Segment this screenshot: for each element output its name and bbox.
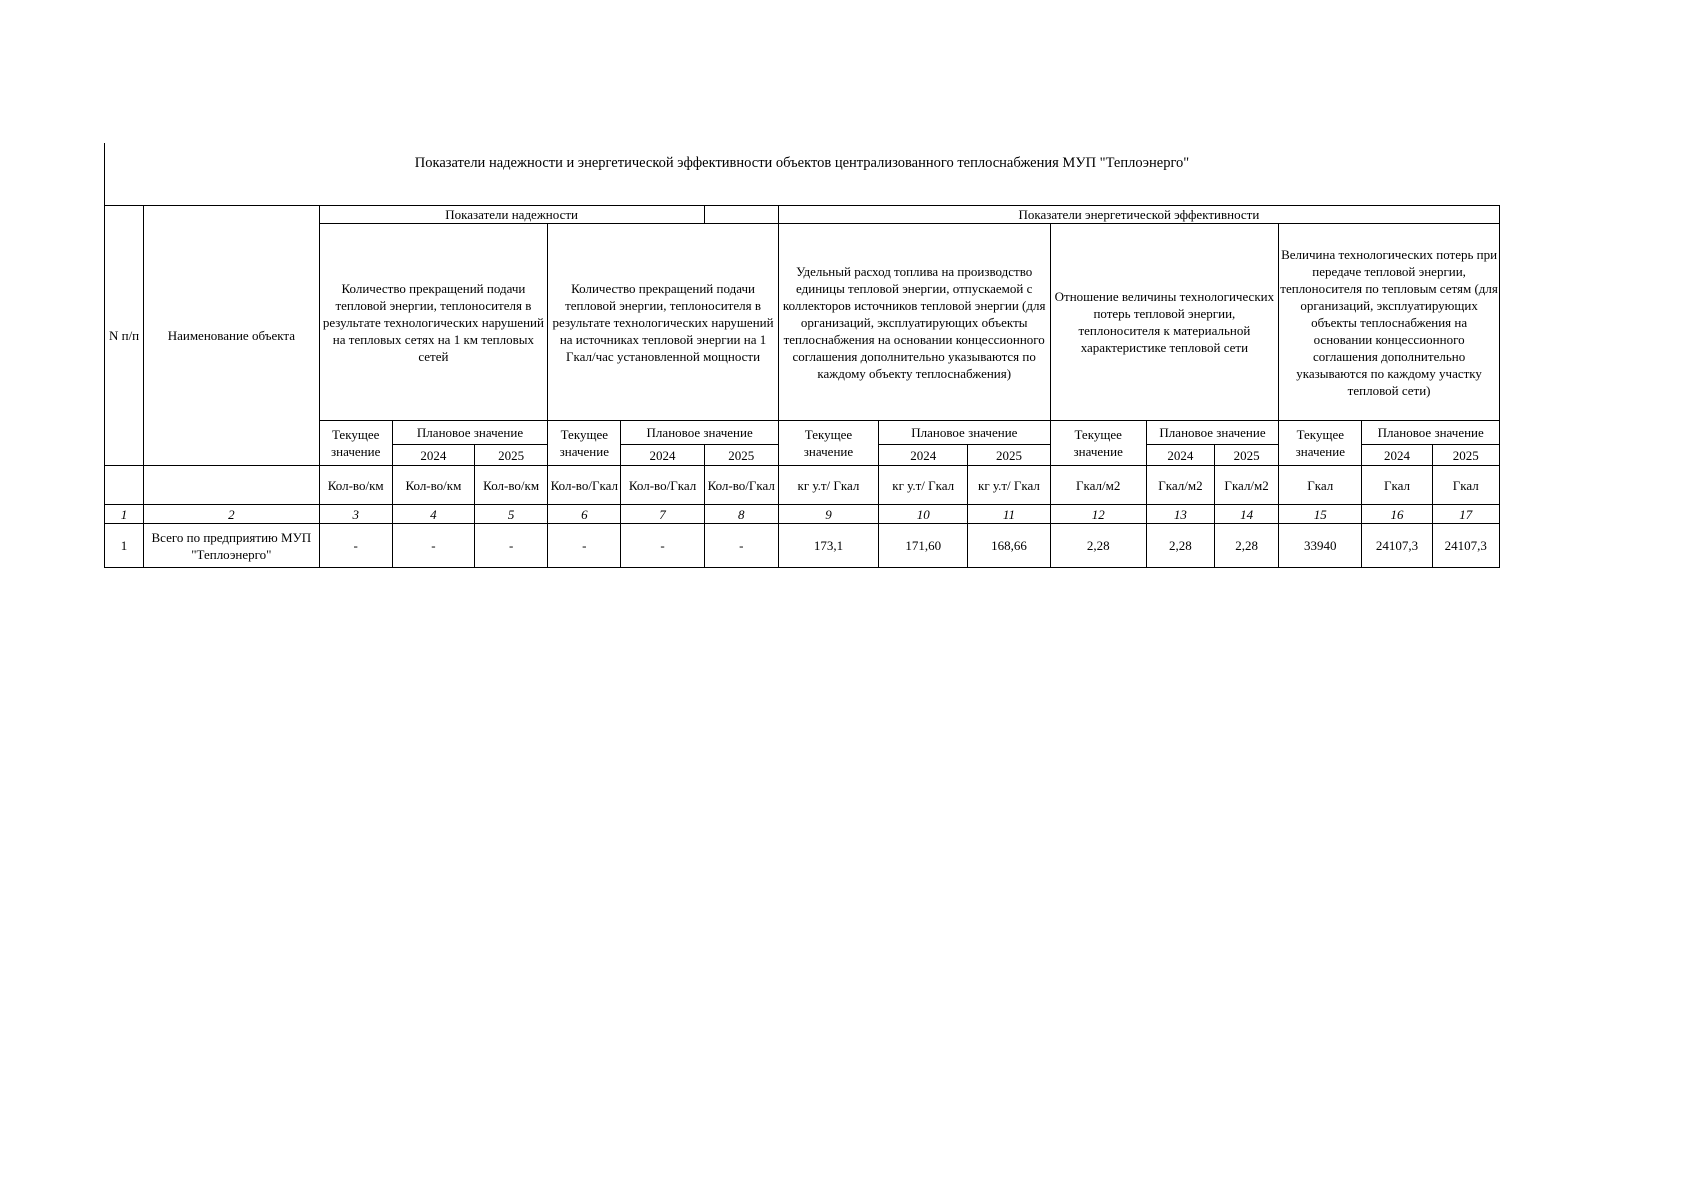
header-indicator-fuel-consumption: Удельный расход топлива на производство единицы тепловой энергии, отпускаемой с коллекторов источников тепловой энергии (для организаций, эксплуатирующих объекты теплоснабжения на основании концессионного соглашения дополнительно указываются по каждому объекту теплоснабжения) bbox=[778, 224, 1050, 421]
row-value: 2,28 bbox=[1050, 524, 1146, 568]
header-current-value: Текущее значение bbox=[1050, 421, 1146, 466]
header-year-2025: 2025 bbox=[704, 445, 778, 466]
header-year-2025: 2025 bbox=[1432, 445, 1499, 466]
column-number: 10 bbox=[879, 505, 968, 524]
group-energy-efficiency: Показатели энергетической эффективности bbox=[778, 206, 1499, 224]
unit-cell: Кол-во/Гкал bbox=[548, 466, 621, 505]
row-number: 1 bbox=[105, 524, 144, 568]
document-title: Показатели надежности и энергетической эффективности объектов централизованного теплоснабжения МУП "Теплоэнерго" bbox=[414, 155, 1190, 171]
unit-cell: кг у.т/ Гкал bbox=[968, 466, 1050, 505]
header-year-2024: 2024 bbox=[621, 445, 704, 466]
unit-cell: Кол-во/Гкал bbox=[621, 466, 704, 505]
header-year-2024: 2024 bbox=[392, 445, 474, 466]
header-planned-value: Плановое значение bbox=[879, 421, 1050, 445]
row-value: 24107,3 bbox=[1362, 524, 1432, 568]
header-current-value: Текущее значение bbox=[778, 421, 878, 466]
column-number: 6 bbox=[548, 505, 621, 524]
header-current-value: Текущее значение bbox=[548, 421, 621, 466]
unit-cell: Кол-во/км bbox=[475, 466, 548, 505]
row-value: 171,60 bbox=[879, 524, 968, 568]
row-value: - bbox=[621, 524, 704, 568]
column-number: 16 bbox=[1362, 505, 1432, 524]
unit-cell: кг у.т/ Гкал bbox=[778, 466, 878, 505]
row-value: 168,66 bbox=[968, 524, 1050, 568]
row-value: - bbox=[392, 524, 474, 568]
column-numbers-row bbox=[105, 505, 1500, 524]
unit-cell: Кол-во/км bbox=[319, 466, 392, 505]
unit-cell: Гкал bbox=[1279, 466, 1362, 505]
indicators-table bbox=[104, 205, 1500, 568]
column-number: 14 bbox=[1215, 505, 1279, 524]
header-num: N п/п bbox=[105, 206, 144, 466]
column-number: 1 bbox=[105, 505, 144, 524]
table-row bbox=[105, 524, 1500, 568]
header-indicator-network-interruptions: Количество прекращений подачи тепловой энергии, теплоносителя в результате технологических нарушений на тепловых сетях на 1 км тепловых сетей bbox=[319, 224, 548, 421]
unit-cell-empty bbox=[105, 466, 144, 505]
row-value: - bbox=[475, 524, 548, 568]
unit-cell: Гкал/м2 bbox=[1215, 466, 1279, 505]
header-year-2024: 2024 bbox=[1362, 445, 1432, 466]
column-number: 11 bbox=[968, 505, 1050, 524]
header-current-value: Текущее значение bbox=[1279, 421, 1362, 466]
row-value: - bbox=[704, 524, 778, 568]
left-border-line bbox=[104, 143, 105, 205]
column-number: 17 bbox=[1432, 505, 1499, 524]
column-number: 15 bbox=[1279, 505, 1362, 524]
unit-cell: Кол-во/км bbox=[392, 466, 474, 505]
column-number: 13 bbox=[1146, 505, 1214, 524]
column-number: 3 bbox=[319, 505, 392, 524]
group-reliability: Показатели надежности bbox=[319, 206, 704, 224]
unit-cell: Гкал bbox=[1432, 466, 1499, 505]
header-planned-value: Плановое значение bbox=[1146, 421, 1278, 445]
header-year-2025: 2025 bbox=[475, 445, 548, 466]
row-value: 33940 bbox=[1279, 524, 1362, 568]
row-value: - bbox=[319, 524, 392, 568]
row-value: - bbox=[548, 524, 621, 568]
column-number: 8 bbox=[704, 505, 778, 524]
unit-cell: кг у.т/ Гкал bbox=[879, 466, 968, 505]
row-value: 173,1 bbox=[778, 524, 878, 568]
header-year-2025: 2025 bbox=[968, 445, 1050, 466]
header-planned-value: Плановое значение bbox=[1362, 421, 1500, 445]
header-year-2024: 2024 bbox=[1146, 445, 1214, 466]
column-number: 7 bbox=[621, 505, 704, 524]
unit-cell-empty bbox=[144, 466, 319, 505]
row-object-name: Всего по предприятию МУП "Теплоэнерго" bbox=[144, 524, 319, 568]
units-row bbox=[105, 466, 1500, 505]
row-value: 24107,3 bbox=[1432, 524, 1499, 568]
unit-cell: Гкал/м2 bbox=[1050, 466, 1146, 505]
header-object-name: Наименование объекта bbox=[144, 206, 319, 466]
column-number: 5 bbox=[475, 505, 548, 524]
header-indicator-loss-ratio: Отношение величины технологических потерь тепловой энергии, теплоносителя к материальной характеристике тепловой сети bbox=[1050, 224, 1279, 421]
header-year-2024: 2024 bbox=[879, 445, 968, 466]
unit-cell: Кол-во/Гкал bbox=[704, 466, 778, 505]
header-current-value: Текущее значение bbox=[319, 421, 392, 466]
column-number: 12 bbox=[1050, 505, 1146, 524]
unit-cell: Гкал/м2 bbox=[1146, 466, 1214, 505]
column-number: 2 bbox=[144, 505, 319, 524]
header-year-2025: 2025 bbox=[1215, 445, 1279, 466]
unit-cell: Гкал bbox=[1362, 466, 1432, 505]
header-planned-value: Плановое значение bbox=[621, 421, 778, 445]
column-number: 4 bbox=[392, 505, 474, 524]
header-indicator-technological-losses: Величина технологических потерь при передаче тепловой энергии, теплоносителя по тепловым сетям (для организаций, эксплуатирующих объекты теплоснабжения на основании концессионного соглашения дополнительно указываются по каждому участку тепловой сети) bbox=[1279, 224, 1500, 421]
header-planned-value: Плановое значение bbox=[392, 421, 547, 445]
row-value: 2,28 bbox=[1215, 524, 1279, 568]
column-number: 9 bbox=[778, 505, 878, 524]
header-indicator-source-interruptions: Количество прекращений подачи тепловой энергии, теплоносителя в результате технологических нарушений на источниках тепловой энергии на 1 Гкал/час установленной мощности bbox=[548, 224, 779, 421]
row-value: 2,28 bbox=[1146, 524, 1214, 568]
group-spacer-cell bbox=[704, 206, 778, 224]
